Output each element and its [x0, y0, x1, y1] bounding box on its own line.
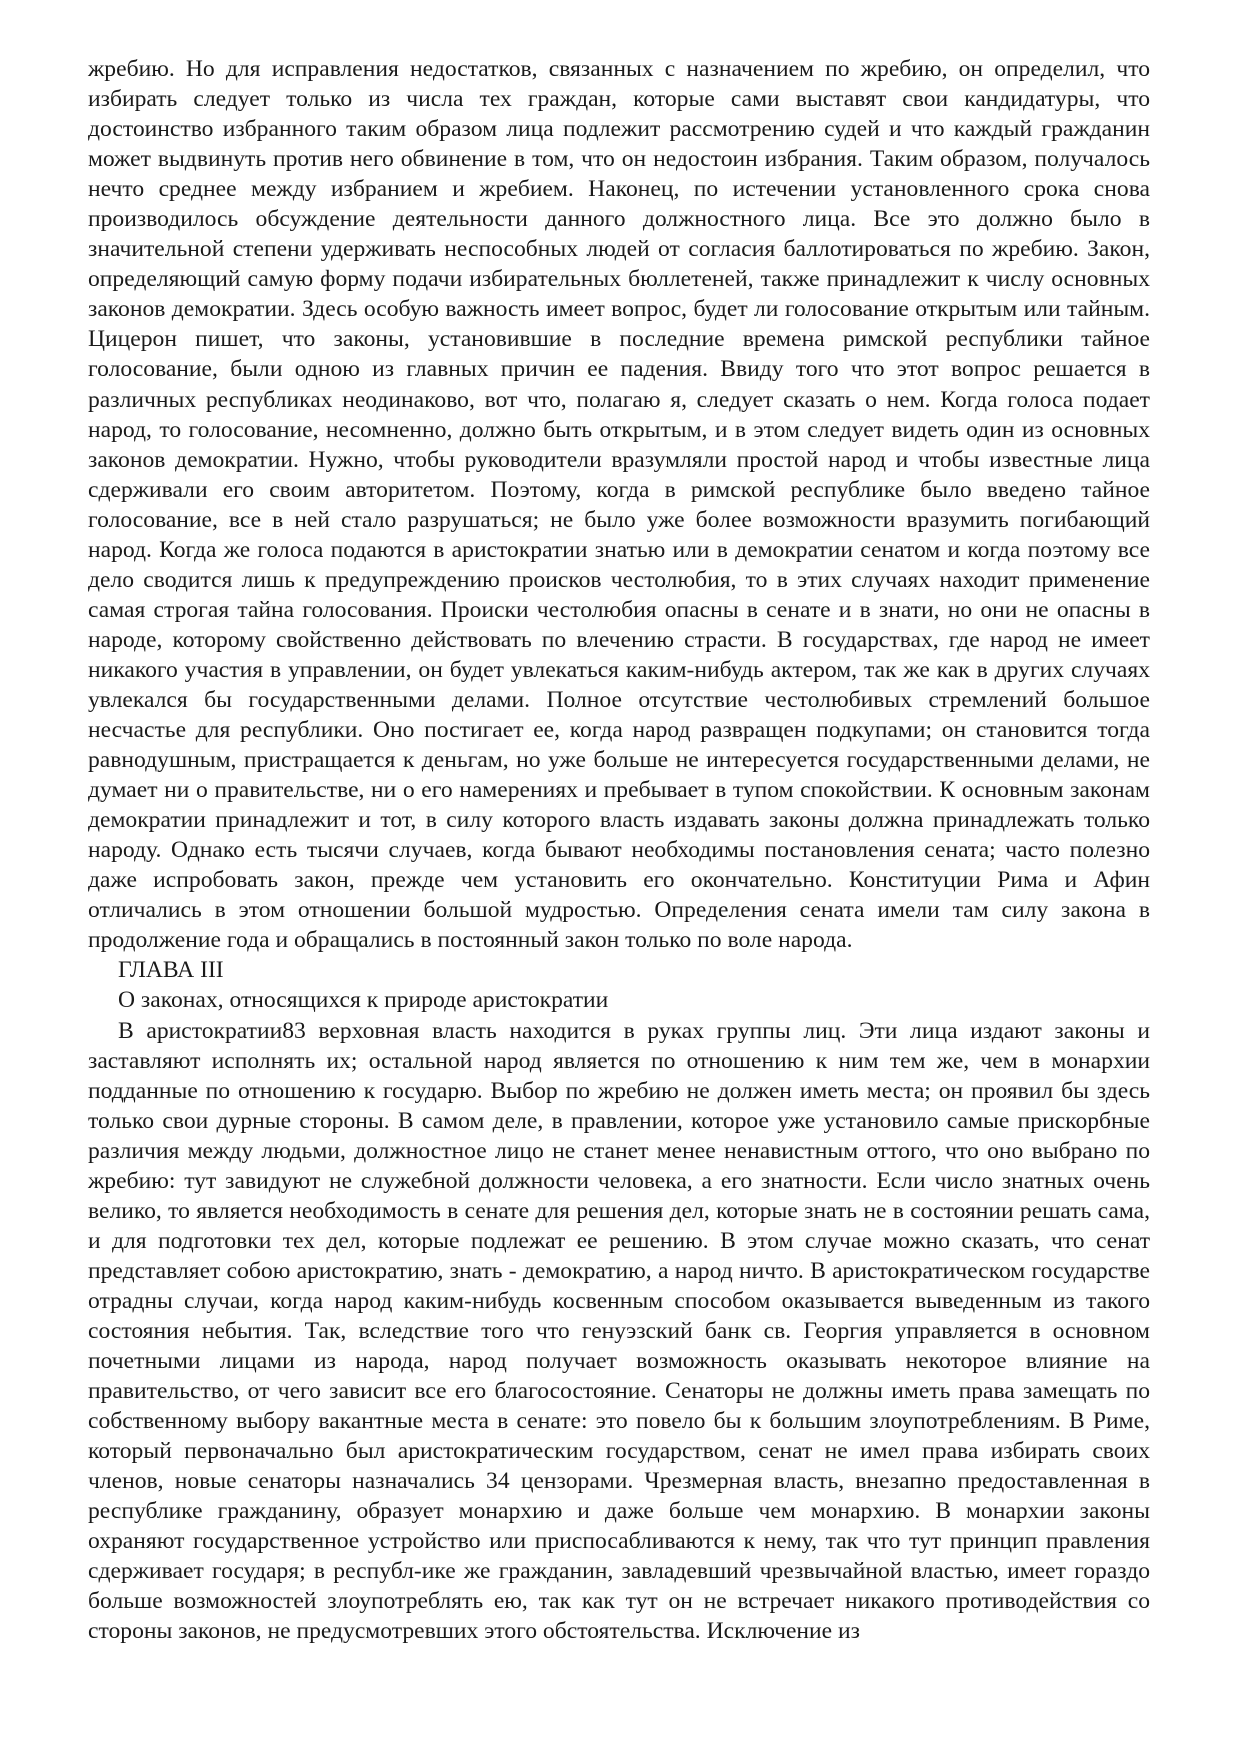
paragraph: жребию. Но для исправления недостатков, связанных с назначением по жребию, он определил, что избирать следует только из числа тех граждан, которые сами выставят свои кандидатуры, что достоинство избранного таким образом лица подлежит рассмотрению судей и что каждый гражданин может выдвинуть против него обвинение в том, что он недостоин избрания. Таким образом, получалось нечто среднее между избранием и жребием. Наконец, по истечении установленного срока снова производилось обсуждение деятельности данного должностного лица. Все это должно было в значительной степени удерживать неспособных людей от согласия баллотироваться по жребию. Закон, определяющий самую форму подачи избирательных бюллетеней, также принадлежит к числу основных законов демократии. Здесь особую важность имеет вопрос, будет ли голосование открытым или тайным. Цицерон пишет, что законы, установившие в последние времена римской республики тайное голосование, были одною из главных причин ее падения. Ввиду того что этот вопрос решается в различных республиках неодинаково, вот что, полагаю я, следует сказать о нем. Когда голоса подает народ, то голосование, несомненно, должно быть открытым, и в этом следует видеть один из основных законов демократии. Нужно, чтобы руководители вразумляли простой народ и чтобы известные лица сдерживали его своим авторитетом. Поэтому, когда в римской республике было введено тайное голосование, все в ней стало разрушаться; не было уже более возможности вразумить погибающий народ. Когда же голоса подаются в аристократии знатью или в демократии сенатом и когда поэтому все дело сводится лишь к предупреждению происков честолюбия, то в этих случаях находит применение самая строгая тайна голосования. Происки честолюбия опасны в сенате и в знати, но они не опасны в народе, которому свойственно действовать по влечению страсти. В государствах, где народ не имеет никакого участия в управлении, он будет увлекаться каким-нибудь актером, так же как в других случаях увлекался бы государственными делами. Полное отсутствие честолюбивых стремлений большое несчастье для республики. Оно постигает ее, когда народ развращен подкупами; он становится тогда равнодушным, пристращается к деньгам, но уже больше не интересуется государственными делами, не думает ни о правительстве, ни о его намерениях и пребывает в тупом спокойствии. К основным законам демократии принадлежит и тот, в силу которого власть издавать законы должна принадлежать только народу. Однако есть тысячи случаев, когда бывают необходимы постановления сената; часто полезно даже испробовать закон, прежде чем установить его окончательно. Конституции Рима и Афин отличались в этом отношении большой мудростью. Определения сената имели там силу закона в продолжение года и обращались в постоянный закон только по воле народа.	[88, 56, 1150, 954]
chapter-title: О законах, относящихся к природе аристократии	[118, 987, 609, 1014]
paragraph: В аристократии83 верховная власть находится в руках группы лиц. Эти лица издают законы и заставляют исполнять их; остальной народ является по отношению к ним тем же, чем в монархии подданные по отношению к государю. Выбор по жребию не должен иметь места; он проявил бы здесь только свои дурные стороны. В самом деле, в правлении, которое уже установило самые прискорбные различия между людьми, должностное лицо не станет менее ненавистным оттого, что оно выбрано по жребию: тут завидуют не служебной должности человека, а его знатности. Если число знатных очень велико, то является необходимость в сенате для решения дел, которые знать не в состоянии решать сама, и для подготовки тех дел, которые подлежат ее решению. В этом случае можно сказать, что сенат представляет собою аристократию, знать - демократию, а народ ничто. В аристократическом государстве отрадны случаи, когда народ каким-нибудь косвенным способом оказывается выведенным из такого состояния небытия. Так, вследствие того что генуэзский банк св. Георгия управляется в основном почетными лицами из народа, народ получает возможность оказывать некоторое влияние на правительство, от чего зависит все его благосостояние. Сенаторы не должны иметь права замещать по собственному выбору вакантные места в сенате: это повело бы к большим злоупотреблениям. В Риме, который первоначально был аристократическим государством, сенат не имел права избирать своих членов, новые сенаторы назначались 34 цензорами. Чрезмерная власть, внезапно предоставленная в республике гражданину, образует монархию и даже больше чем монархию. В монархии законы охраняют государственное устройство или приспосабливаются к нему, так что тут принцип правления сдерживает государя; в республ-ике же гражданин, завладевший чрезвычайной властью, имеет гораздо больше возможностей злоупотреблять ею, так как тут он не встречает никакого противодействия со стороны законов, не предусмотревших этого обстоятельства. Исключение из	[88, 1017, 1150, 1645]
document-page	[88, 54, 1150, 1646]
chapter-heading: ГЛАВА III	[118, 957, 224, 984]
